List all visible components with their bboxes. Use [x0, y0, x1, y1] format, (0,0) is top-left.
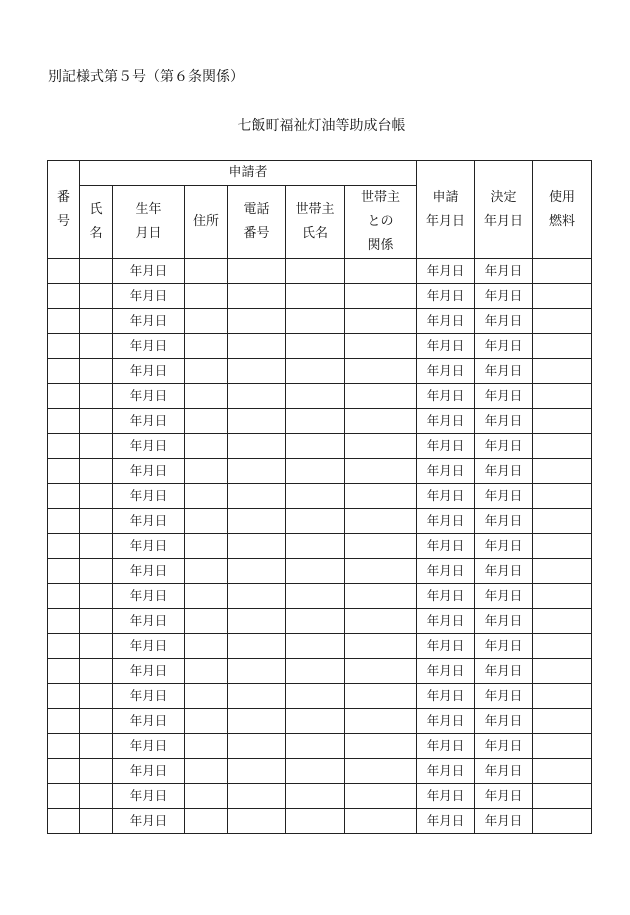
header-line: 関係 [367, 238, 394, 253]
phone-cell[interactable] [228, 309, 286, 334]
header-line: 電話 [243, 202, 270, 217]
application-date-cell: 年月日 [417, 384, 475, 409]
phone-cell[interactable] [228, 734, 286, 759]
phone-cell[interactable] [228, 809, 286, 834]
fuel-cell[interactable] [533, 459, 592, 484]
relation-cell[interactable] [345, 434, 417, 459]
birthdate-cell: 年月日 [113, 434, 185, 459]
address-cell[interactable] [185, 534, 228, 559]
application-date-cell: 年月日 [417, 759, 475, 784]
application-date-cell: 年月日 [417, 784, 475, 809]
householder-name-cell[interactable] [286, 784, 345, 809]
phone-cell[interactable] [228, 434, 286, 459]
name-cell[interactable] [80, 509, 113, 534]
name-cell[interactable] [80, 534, 113, 559]
number-cell[interactable] [48, 359, 80, 384]
name-cell[interactable] [80, 709, 113, 734]
fuel-cell[interactable] [533, 334, 592, 359]
address-cell[interactable] [185, 459, 228, 484]
fuel-cell[interactable] [533, 759, 592, 784]
fuel-cell[interactable] [533, 484, 592, 509]
relation-cell[interactable] [345, 559, 417, 584]
fuel-cell[interactable] [533, 634, 592, 659]
table-row [48, 759, 592, 784]
relation-cell[interactable] [345, 509, 417, 534]
householder-name-cell[interactable] [286, 459, 345, 484]
header-line: 番号 [243, 226, 270, 241]
householder-name-cell[interactable] [286, 734, 345, 759]
name-cell[interactable] [80, 659, 113, 684]
phone-cell[interactable] [228, 709, 286, 734]
decision-date-cell: 年月日 [475, 484, 533, 509]
application-date-cell: 年月日 [417, 409, 475, 434]
relation-cell[interactable] [345, 459, 417, 484]
birthdate-cell: 年月日 [113, 459, 185, 484]
application-date-cell: 年月日 [417, 609, 475, 634]
header-householder-name [286, 186, 345, 259]
decision-date-cell: 年月日 [475, 309, 533, 334]
householder-name-cell[interactable] [286, 609, 345, 634]
fuel-cell[interactable] [533, 609, 592, 634]
name-cell[interactable] [80, 359, 113, 384]
table-row [48, 634, 592, 659]
header-line: 生年 [135, 202, 162, 217]
householder-name-cell[interactable] [286, 284, 345, 309]
table-row [48, 459, 592, 484]
table-row [48, 484, 592, 509]
householder-name-cell[interactable] [286, 709, 345, 734]
birthdate-cell: 年月日 [113, 609, 185, 634]
name-cell[interactable] [80, 584, 113, 609]
relation-cell[interactable] [345, 609, 417, 634]
number-cell[interactable] [48, 509, 80, 534]
relation-cell[interactable] [345, 709, 417, 734]
householder-name-cell[interactable] [286, 434, 345, 459]
birthdate-cell: 年月日 [113, 784, 185, 809]
relation-cell[interactable] [345, 734, 417, 759]
header-application-date [417, 161, 475, 259]
number-cell[interactable] [48, 384, 80, 409]
birthdate-cell: 年月日 [113, 284, 185, 309]
birthdate-cell: 年月日 [113, 559, 185, 584]
number-cell[interactable] [48, 659, 80, 684]
application-date-cell: 年月日 [417, 709, 475, 734]
birthdate-cell: 年月日 [113, 359, 185, 384]
decision-date-cell: 年月日 [475, 634, 533, 659]
decision-date-cell: 年月日 [475, 284, 533, 309]
name-cell[interactable] [80, 309, 113, 334]
application-date-cell: 年月日 [417, 659, 475, 684]
phone-cell[interactable] [228, 784, 286, 809]
fuel-cell[interactable] [533, 584, 592, 609]
header-line: 年月日 [425, 213, 465, 229]
header-row [48, 161, 592, 186]
phone-cell[interactable] [228, 284, 286, 309]
number-cell[interactable] [48, 609, 80, 634]
address-cell[interactable] [185, 434, 228, 459]
number-cell[interactable] [48, 284, 80, 309]
header-name [80, 186, 113, 259]
relation-cell[interactable] [345, 359, 417, 384]
name-cell[interactable] [80, 809, 113, 834]
address-cell[interactable] [185, 359, 228, 384]
decision-date-cell: 年月日 [475, 359, 533, 384]
form-number: 別記様式第５号（第６条関係） [48, 69, 244, 85]
birthdate-cell: 年月日 [113, 709, 185, 734]
address-cell[interactable] [185, 734, 228, 759]
table-row [48, 309, 592, 334]
fuel-cell[interactable] [533, 534, 592, 559]
birthdate-cell: 年月日 [113, 684, 185, 709]
table-row [48, 359, 592, 384]
number-cell[interactable] [48, 459, 80, 484]
householder-name-cell[interactable] [286, 384, 345, 409]
relation-cell[interactable] [345, 384, 417, 409]
number-cell[interactable] [48, 584, 80, 609]
decision-date-cell: 年月日 [475, 809, 533, 834]
phone-cell[interactable] [228, 509, 286, 534]
table-row [48, 534, 592, 559]
application-date-cell: 年月日 [417, 509, 475, 534]
application-date-cell: 年月日 [417, 459, 475, 484]
decision-date-cell: 年月日 [475, 259, 533, 284]
number-cell[interactable] [48, 534, 80, 559]
relation-cell[interactable] [345, 334, 417, 359]
application-date-cell: 年月日 [417, 434, 475, 459]
address-cell[interactable] [185, 259, 228, 284]
name-cell[interactable] [80, 409, 113, 434]
table-row [48, 509, 592, 534]
decision-date-cell: 年月日 [475, 734, 533, 759]
decision-date-cell: 年月日 [475, 709, 533, 734]
ledger-table [47, 160, 592, 834]
householder-name-cell[interactable] [286, 259, 345, 284]
phone-cell[interactable] [228, 584, 286, 609]
relation-cell[interactable] [345, 759, 417, 784]
relation-cell[interactable] [345, 284, 417, 309]
birthdate-cell: 年月日 [113, 734, 185, 759]
decision-date-cell: 年月日 [475, 659, 533, 684]
header-line: 名 [89, 226, 103, 241]
number-cell[interactable] [48, 259, 80, 284]
table-row [48, 259, 592, 284]
address-cell[interactable] [185, 559, 228, 584]
header-address: 住所 [185, 186, 228, 259]
name-cell[interactable] [80, 259, 113, 284]
relation-cell[interactable] [345, 259, 417, 284]
householder-name-cell[interactable] [286, 509, 345, 534]
birthdate-cell: 年月日 [113, 484, 185, 509]
relation-cell[interactable] [345, 784, 417, 809]
decision-date-cell: 年月日 [475, 459, 533, 484]
application-date-cell: 年月日 [417, 484, 475, 509]
table-row [48, 284, 592, 309]
header-line: 申請 [432, 189, 459, 205]
table-row [48, 434, 592, 459]
header-line: との [367, 214, 394, 229]
application-date-cell: 年月日 [417, 684, 475, 709]
householder-name-cell[interactable] [286, 684, 345, 709]
decision-date-cell: 年月日 [475, 559, 533, 584]
number-cell[interactable] [48, 709, 80, 734]
name-cell[interactable] [80, 609, 113, 634]
relation-cell[interactable] [345, 309, 417, 334]
fuel-cell[interactable] [533, 434, 592, 459]
number-cell[interactable] [48, 784, 80, 809]
address-cell[interactable] [185, 809, 228, 834]
name-cell[interactable] [80, 684, 113, 709]
address-cell[interactable] [185, 759, 228, 784]
birthdate-cell: 年月日 [113, 759, 185, 784]
table-row [48, 734, 592, 759]
header-line: 世帯主 [295, 202, 335, 217]
name-cell[interactable] [80, 734, 113, 759]
table-row [48, 559, 592, 584]
number-cell[interactable] [48, 734, 80, 759]
fuel-cell[interactable] [533, 284, 592, 309]
householder-name-cell[interactable] [286, 634, 345, 659]
header-line: 氏 [89, 202, 103, 217]
header-line: 燃料 [548, 213, 575, 229]
fuel-cell[interactable] [533, 309, 592, 334]
address-cell[interactable] [185, 634, 228, 659]
address-cell[interactable] [185, 284, 228, 309]
relation-cell[interactable] [345, 809, 417, 834]
number-cell[interactable] [48, 484, 80, 509]
householder-name-cell[interactable] [286, 484, 345, 509]
table-row [48, 584, 592, 609]
name-cell[interactable] [80, 284, 113, 309]
fuel-cell[interactable] [533, 684, 592, 709]
header-line: 世帯主 [360, 190, 400, 205]
address-cell[interactable] [185, 484, 228, 509]
phone-cell[interactable] [228, 659, 286, 684]
phone-cell[interactable] [228, 359, 286, 384]
application-date-cell: 年月日 [417, 734, 475, 759]
name-cell[interactable] [80, 559, 113, 584]
header-birthdate [113, 186, 185, 259]
number-cell[interactable] [48, 309, 80, 334]
address-cell[interactable] [185, 784, 228, 809]
fuel-cell[interactable] [533, 559, 592, 584]
name-cell[interactable] [80, 759, 113, 784]
header-line: 決定 [490, 189, 517, 205]
table-row [48, 609, 592, 634]
number-cell[interactable] [48, 434, 80, 459]
table-row [48, 334, 592, 359]
birthdate-cell: 年月日 [113, 634, 185, 659]
header-decision-date [475, 161, 533, 259]
decision-date-cell: 年月日 [475, 384, 533, 409]
name-cell[interactable] [80, 334, 113, 359]
phone-cell[interactable] [228, 759, 286, 784]
name-cell[interactable] [80, 784, 113, 809]
number-cell[interactable] [48, 684, 80, 709]
fuel-cell[interactable] [533, 359, 592, 384]
householder-name-cell[interactable] [286, 334, 345, 359]
application-date-cell: 年月日 [417, 584, 475, 609]
table-row [48, 784, 592, 809]
number-cell[interactable] [48, 759, 80, 784]
householder-name-cell[interactable] [286, 809, 345, 834]
name-cell[interactable] [80, 434, 113, 459]
birthdate-cell: 年月日 [113, 534, 185, 559]
householder-name-cell[interactable] [286, 309, 345, 334]
householder-name-cell[interactable] [286, 584, 345, 609]
address-cell[interactable] [185, 659, 228, 684]
application-date-cell: 年月日 [417, 309, 475, 334]
fuel-cell[interactable] [533, 659, 592, 684]
decision-date-cell: 年月日 [475, 334, 533, 359]
address-cell[interactable] [185, 609, 228, 634]
header-fuel [533, 161, 592, 259]
birthdate-cell: 年月日 [113, 334, 185, 359]
phone-cell[interactable] [228, 634, 286, 659]
number-cell[interactable] [48, 409, 80, 434]
phone-cell[interactable] [228, 559, 286, 584]
number-cell[interactable] [48, 634, 80, 659]
birthdate-cell: 年月日 [113, 659, 185, 684]
application-date-cell: 年月日 [417, 284, 475, 309]
phone-cell[interactable] [228, 484, 286, 509]
header-applicant-group: 申請者 [80, 161, 417, 186]
householder-name-cell[interactable] [286, 559, 345, 584]
table-row [48, 659, 592, 684]
address-cell[interactable] [185, 709, 228, 734]
address-cell[interactable] [185, 509, 228, 534]
decision-date-cell: 年月日 [475, 759, 533, 784]
address-cell[interactable] [185, 334, 228, 359]
name-cell[interactable] [80, 484, 113, 509]
birthdate-cell: 年月日 [113, 509, 185, 534]
fuel-cell[interactable] [533, 259, 592, 284]
relation-cell[interactable] [345, 584, 417, 609]
fuel-cell[interactable] [533, 384, 592, 409]
relation-cell[interactable] [345, 534, 417, 559]
name-cell[interactable] [80, 459, 113, 484]
phone-cell[interactable] [228, 459, 286, 484]
householder-name-cell[interactable] [286, 534, 345, 559]
table-row [48, 709, 592, 734]
relation-cell[interactable] [345, 684, 417, 709]
relation-cell[interactable] [345, 409, 417, 434]
phone-cell[interactable] [228, 609, 286, 634]
relation-cell[interactable] [345, 484, 417, 509]
application-date-cell: 年月日 [417, 534, 475, 559]
decision-date-cell: 年月日 [475, 534, 533, 559]
decision-date-cell: 年月日 [475, 509, 533, 534]
phone-cell[interactable] [228, 384, 286, 409]
name-cell[interactable] [80, 384, 113, 409]
phone-cell[interactable] [228, 259, 286, 284]
page-title: 七飯町福祉灯油等助成台帳 [237, 118, 406, 134]
birthdate-cell: 年月日 [113, 584, 185, 609]
phone-cell[interactable] [228, 534, 286, 559]
fuel-cell[interactable] [533, 809, 592, 834]
decision-date-cell: 年月日 [475, 609, 533, 634]
phone-cell[interactable] [228, 409, 286, 434]
phone-cell[interactable] [228, 684, 286, 709]
application-date-cell: 年月日 [417, 359, 475, 384]
fuel-cell[interactable] [533, 409, 592, 434]
header-number-line: 号 [56, 213, 70, 229]
application-date-cell: 年月日 [417, 809, 475, 834]
address-cell[interactable] [185, 584, 228, 609]
header-line: 氏名 [301, 226, 328, 241]
relation-cell[interactable] [345, 659, 417, 684]
decision-date-cell: 年月日 [475, 434, 533, 459]
phone-cell[interactable] [228, 334, 286, 359]
relation-cell[interactable] [345, 634, 417, 659]
application-date-cell: 年月日 [417, 259, 475, 284]
application-date-cell: 年月日 [417, 634, 475, 659]
fuel-cell[interactable] [533, 509, 592, 534]
decision-date-cell: 年月日 [475, 684, 533, 709]
table-row [48, 684, 592, 709]
address-cell[interactable] [185, 309, 228, 334]
name-cell[interactable] [80, 634, 113, 659]
decision-date-cell: 年月日 [475, 409, 533, 434]
header-number [48, 161, 80, 259]
header-line: 月日 [135, 226, 162, 241]
header-relation [345, 186, 417, 259]
header-line: 使用 [548, 189, 575, 205]
householder-name-cell[interactable] [286, 759, 345, 784]
birthdate-cell: 年月日 [113, 384, 185, 409]
header-phone [228, 186, 286, 259]
birthdate-cell: 年月日 [113, 409, 185, 434]
decision-date-cell: 年月日 [475, 584, 533, 609]
header-line: 年月日 [483, 213, 523, 229]
birthdate-cell: 年月日 [113, 809, 185, 834]
decision-date-cell: 年月日 [475, 784, 533, 809]
table-row [48, 409, 592, 434]
address-cell[interactable] [185, 384, 228, 409]
fuel-cell[interactable] [533, 709, 592, 734]
address-cell[interactable] [185, 409, 228, 434]
householder-name-cell[interactable] [286, 359, 345, 384]
householder-name-cell[interactable] [286, 409, 345, 434]
table-row [48, 384, 592, 409]
header-number-line: 番 [56, 189, 70, 205]
number-cell[interactable] [48, 559, 80, 584]
birthdate-cell: 年月日 [113, 309, 185, 334]
fuel-cell[interactable] [533, 784, 592, 809]
fuel-cell[interactable] [533, 734, 592, 759]
application-date-cell: 年月日 [417, 334, 475, 359]
birthdate-cell: 年月日 [113, 259, 185, 284]
number-cell[interactable] [48, 809, 80, 834]
application-date-cell: 年月日 [417, 559, 475, 584]
householder-name-cell[interactable] [286, 659, 345, 684]
table-row [48, 809, 592, 834]
number-cell[interactable] [48, 334, 80, 359]
address-cell[interactable] [185, 684, 228, 709]
